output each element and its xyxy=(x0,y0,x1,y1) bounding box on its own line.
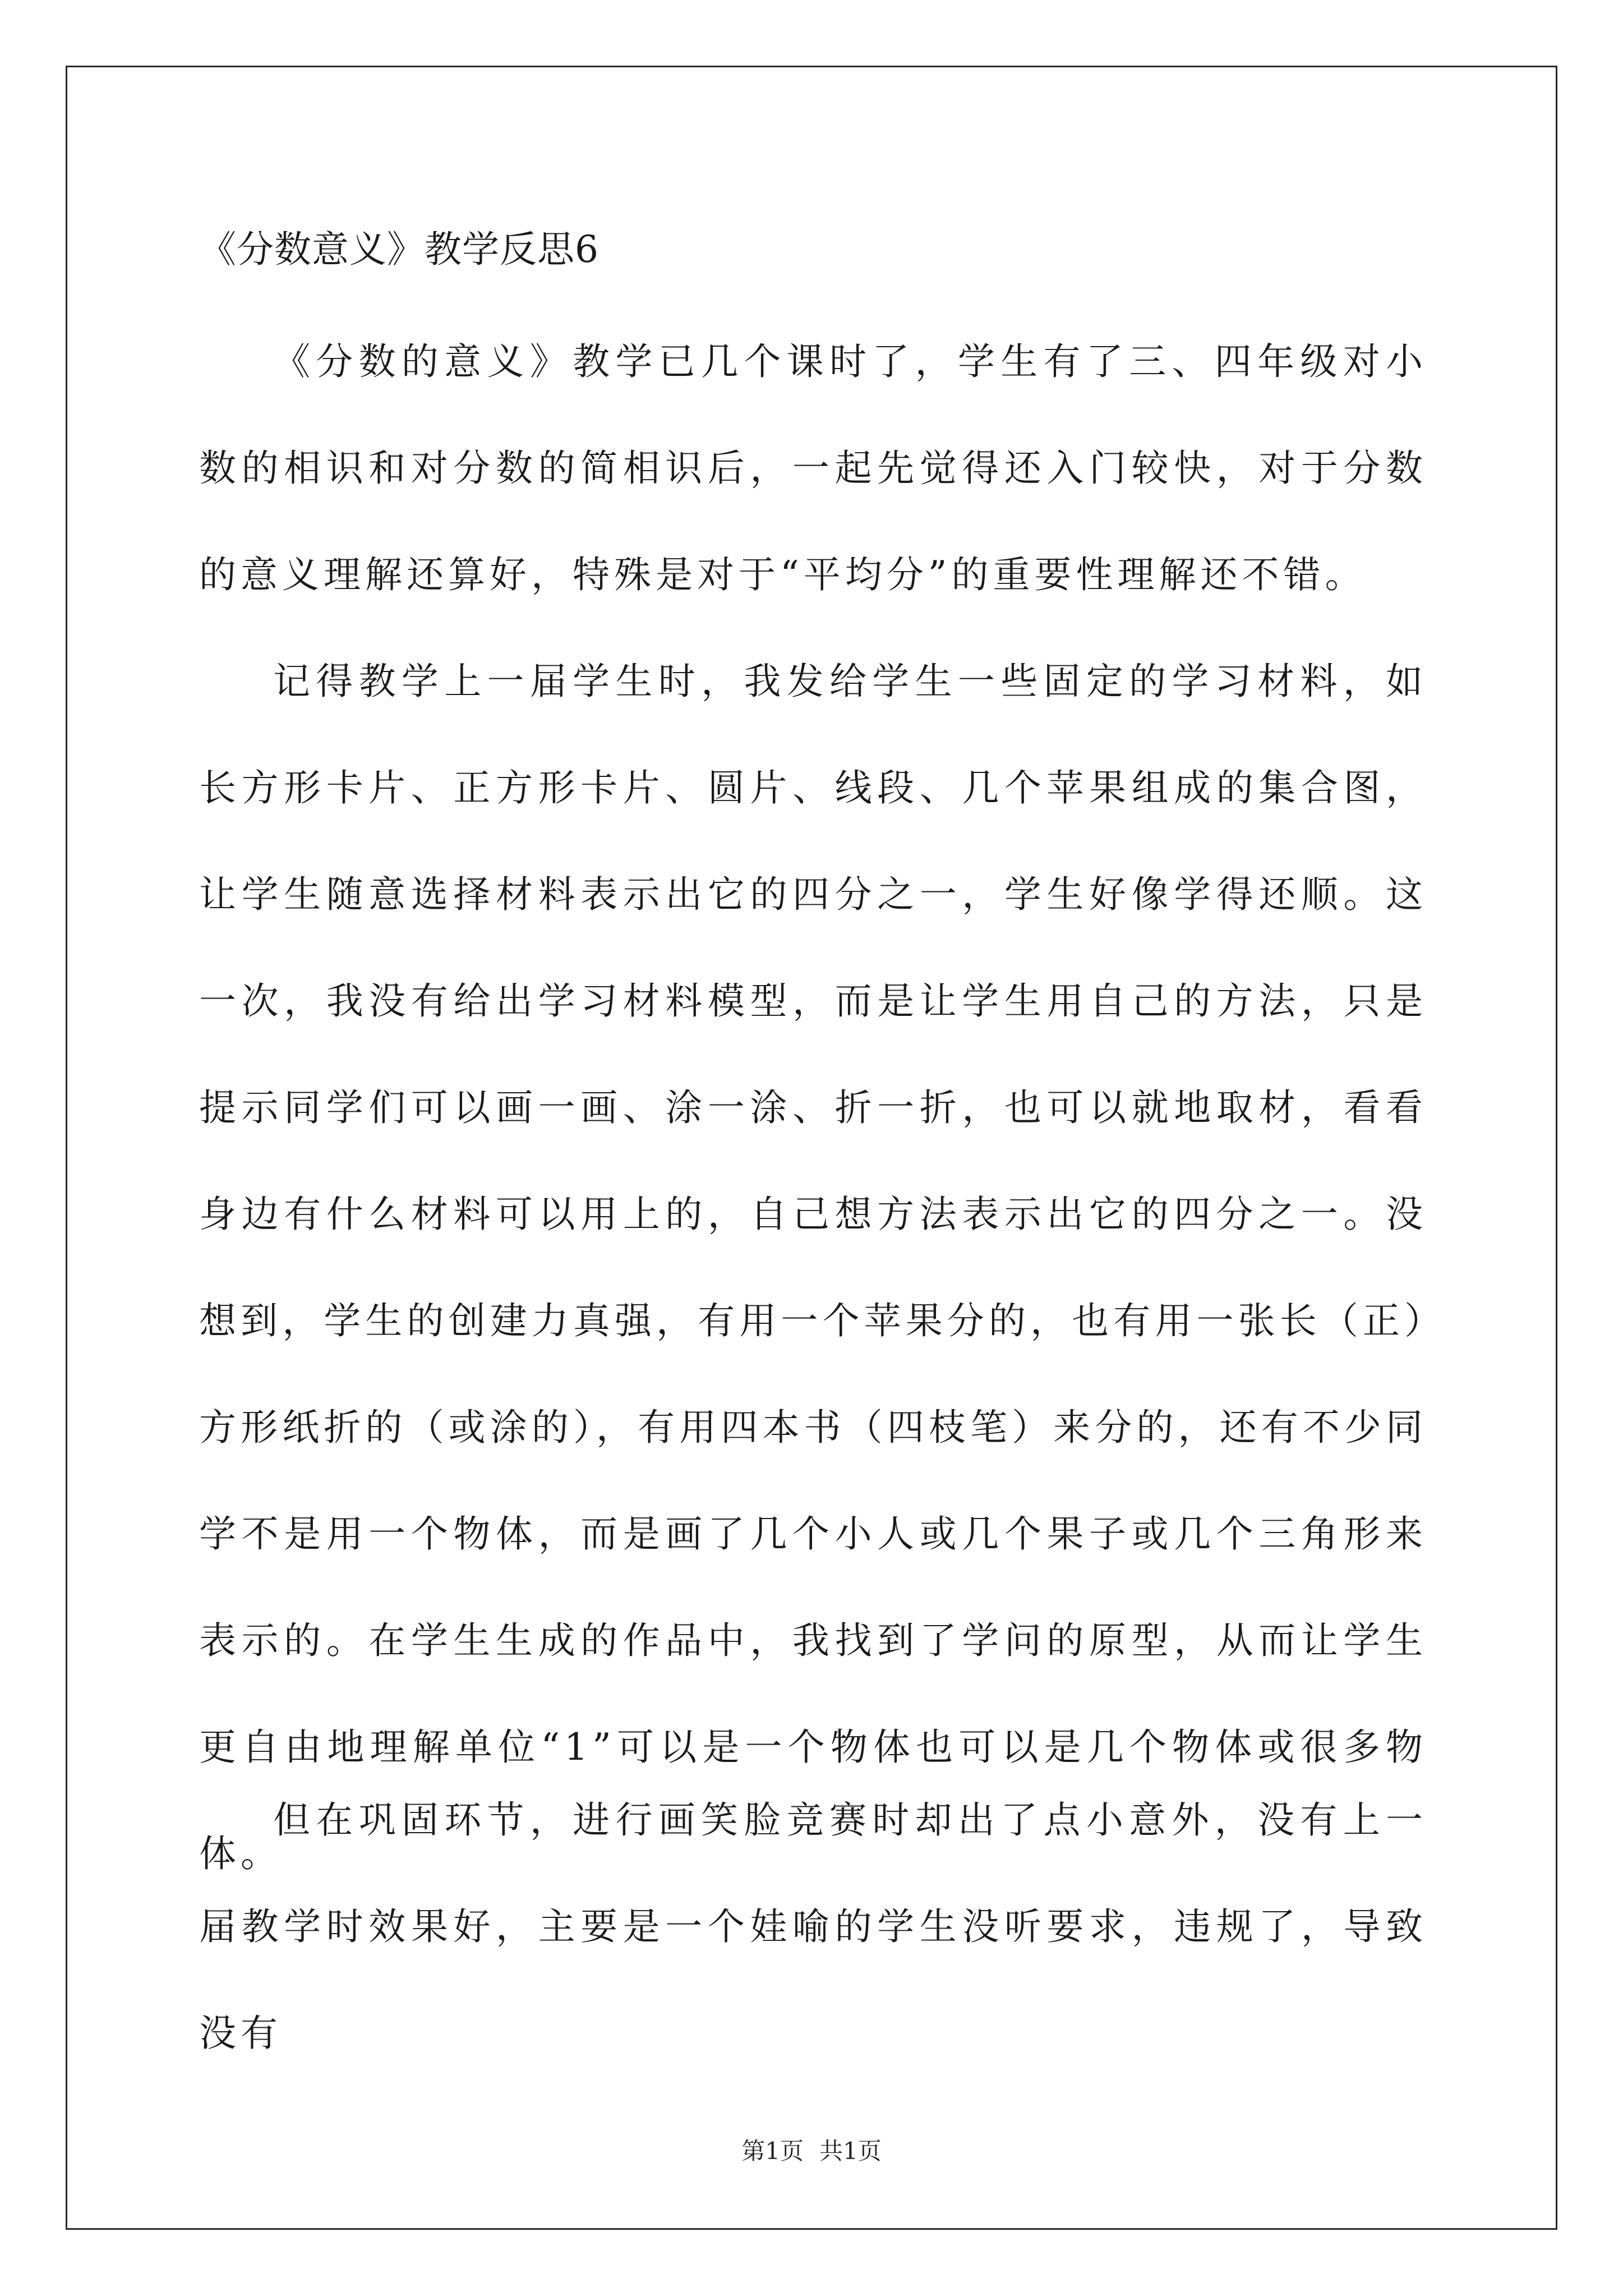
page-number-total: 共1页 xyxy=(819,2137,882,2165)
paragraph-3: 但在巩固环节，进行画笑脸竞赛时却出了点小意外，没有上一届教学时效果好，主要是一个娃喻的学生没听要求，违规了，导致没有 xyxy=(199,1798,1427,2055)
page-footer xyxy=(0,2134,1623,2168)
paragraph-2: 记得教学上一届学生时，我发给学生一些固定的学习材料，如长方形卡片、正方形卡片、圆片、线段、几个苹果组成的集合图，让学生随意选择材料表示出它的四分之一，学生好像学得还顺。这一次，我没有给出学习材料模型，而是让学生用自己的方法，只是提示同学们可以画一画、涂一涂、折一折，也可以就地取材，看看身边有什么材料可以用上的，自己想方法表示出它的四分之一。没想到，学生的创建力真强，有用一个苹果分的，也有用一张长（正）方形纸折的（或涂的），有用四本书（四枝笔）来分的，还有不少同学不是用一个物体，而是画了几个小人或几个果子或几个三角形来表示的。在学生生成的作品中，我找到了学问的原型，从而让学生更自由地理解单位“1”可以是一个物体也可以是几个物体或很多物体。 xyxy=(199,660,1427,1875)
paragraph-1: 《分数的意义》教学已几个课时了，学生有了三、四年级对小数的相识和对分数的简相识后，一起先觉得还入门较快，对于分数的意义理解还算好，特殊是对于“平均分”的重要性理解还不错。 xyxy=(199,340,1427,596)
document-title: 《分数意义》教学反思6 xyxy=(199,228,599,271)
page-number-current: 第1页 xyxy=(741,2137,804,2165)
